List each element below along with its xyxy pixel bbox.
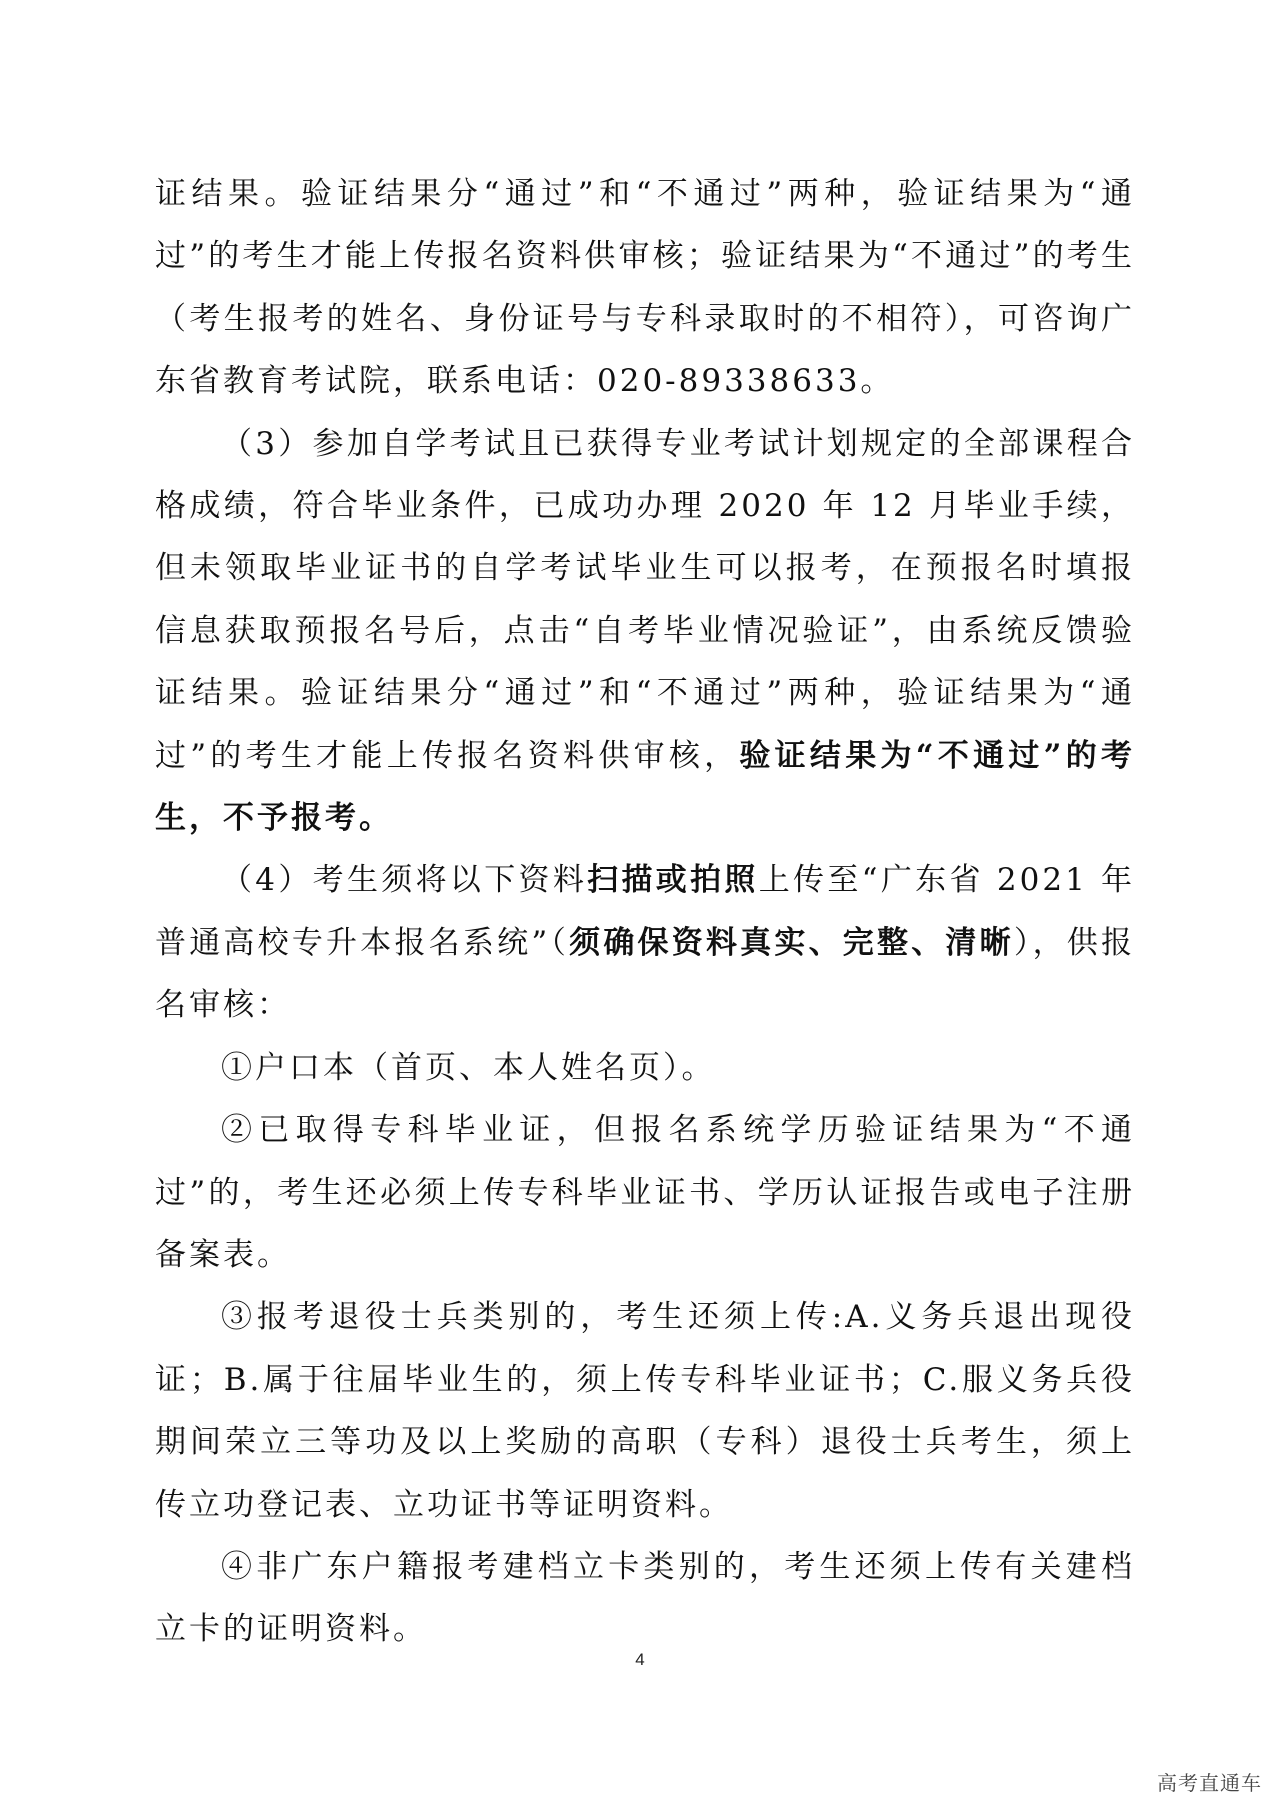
text-run: （4）考生须将以下资料 [221,862,588,899]
text-run: 上传至“广东省 2021 年普通高校专升本报名系统”（ [155,862,1135,961]
text-run: （3）参加自学考试且已获得专业考试计划规定的全部课程合格成绩，符合毕业条件，已成功办理 2020 年 12 月毕业手续，但未领取毕业证书的自学考试毕业生可以报考，在预报名时填报信息获取预报名号后，点击“自考毕业情况验证”，由系统反馈验证结果。验证结果分“通过”和“不通过”两种，验证结果为“通过”的考生才能上传报名资料供审核， [155,425,1135,774]
paragraph [155,413,1135,850]
paragraph [155,163,1135,413]
text-run: ④非广东户籍报考建档立卡类别的，考生还须上传有关建档立卡的证明资料。 [155,1548,1135,1648]
document-body [155,163,1135,1661]
paragraph [155,1536,1135,1661]
paragraph [155,849,1135,1036]
paragraph [155,1286,1135,1536]
text-run: ②已取得专科毕业证，但报名系统学历验证结果为“不通过”的，考生还必须上传专科毕业证书、学历认证报告或电子注册备案表。 [155,1112,1135,1273]
text-run: ①户口本（首页、本人姓名页）。 [221,1049,716,1086]
paragraph [155,1037,1135,1099]
bold-text-run: 验证结果为“不通过”的考生，不予报考。 [155,737,1135,837]
paragraph [155,1099,1135,1286]
bold-text-run: 须确保资料真实、完整、清晰 [569,924,1014,961]
page-number: 4 [635,1650,645,1669]
text-run: 证结果。验证结果分“通过”和“不通过”两种，验证结果为“通过”的考生才能上传报名资料供审核；验证结果为“不通过”的考生（考生报考的姓名、身份证号与专科录取时的不相符），可咨询广东省教育考试院，联系电话：020-89338633。 [155,176,1135,400]
text-run: ③报考退役士兵类别的，考生还须上传:A.义务兵退出现役证；B.属于往届毕业生的，须上传专科毕业证书；C.服义务兵役期间荣立三等功及以上奖励的高职（专科）退役士兵考生，须上传立功登记表、立功证书等证明资料。 [155,1299,1135,1523]
watermark-text: 高考直通车 [1157,1771,1262,1795]
bold-text-run: 扫描或拍照 [587,862,759,899]
text-run: ），供报名审核： [155,924,1136,1024]
